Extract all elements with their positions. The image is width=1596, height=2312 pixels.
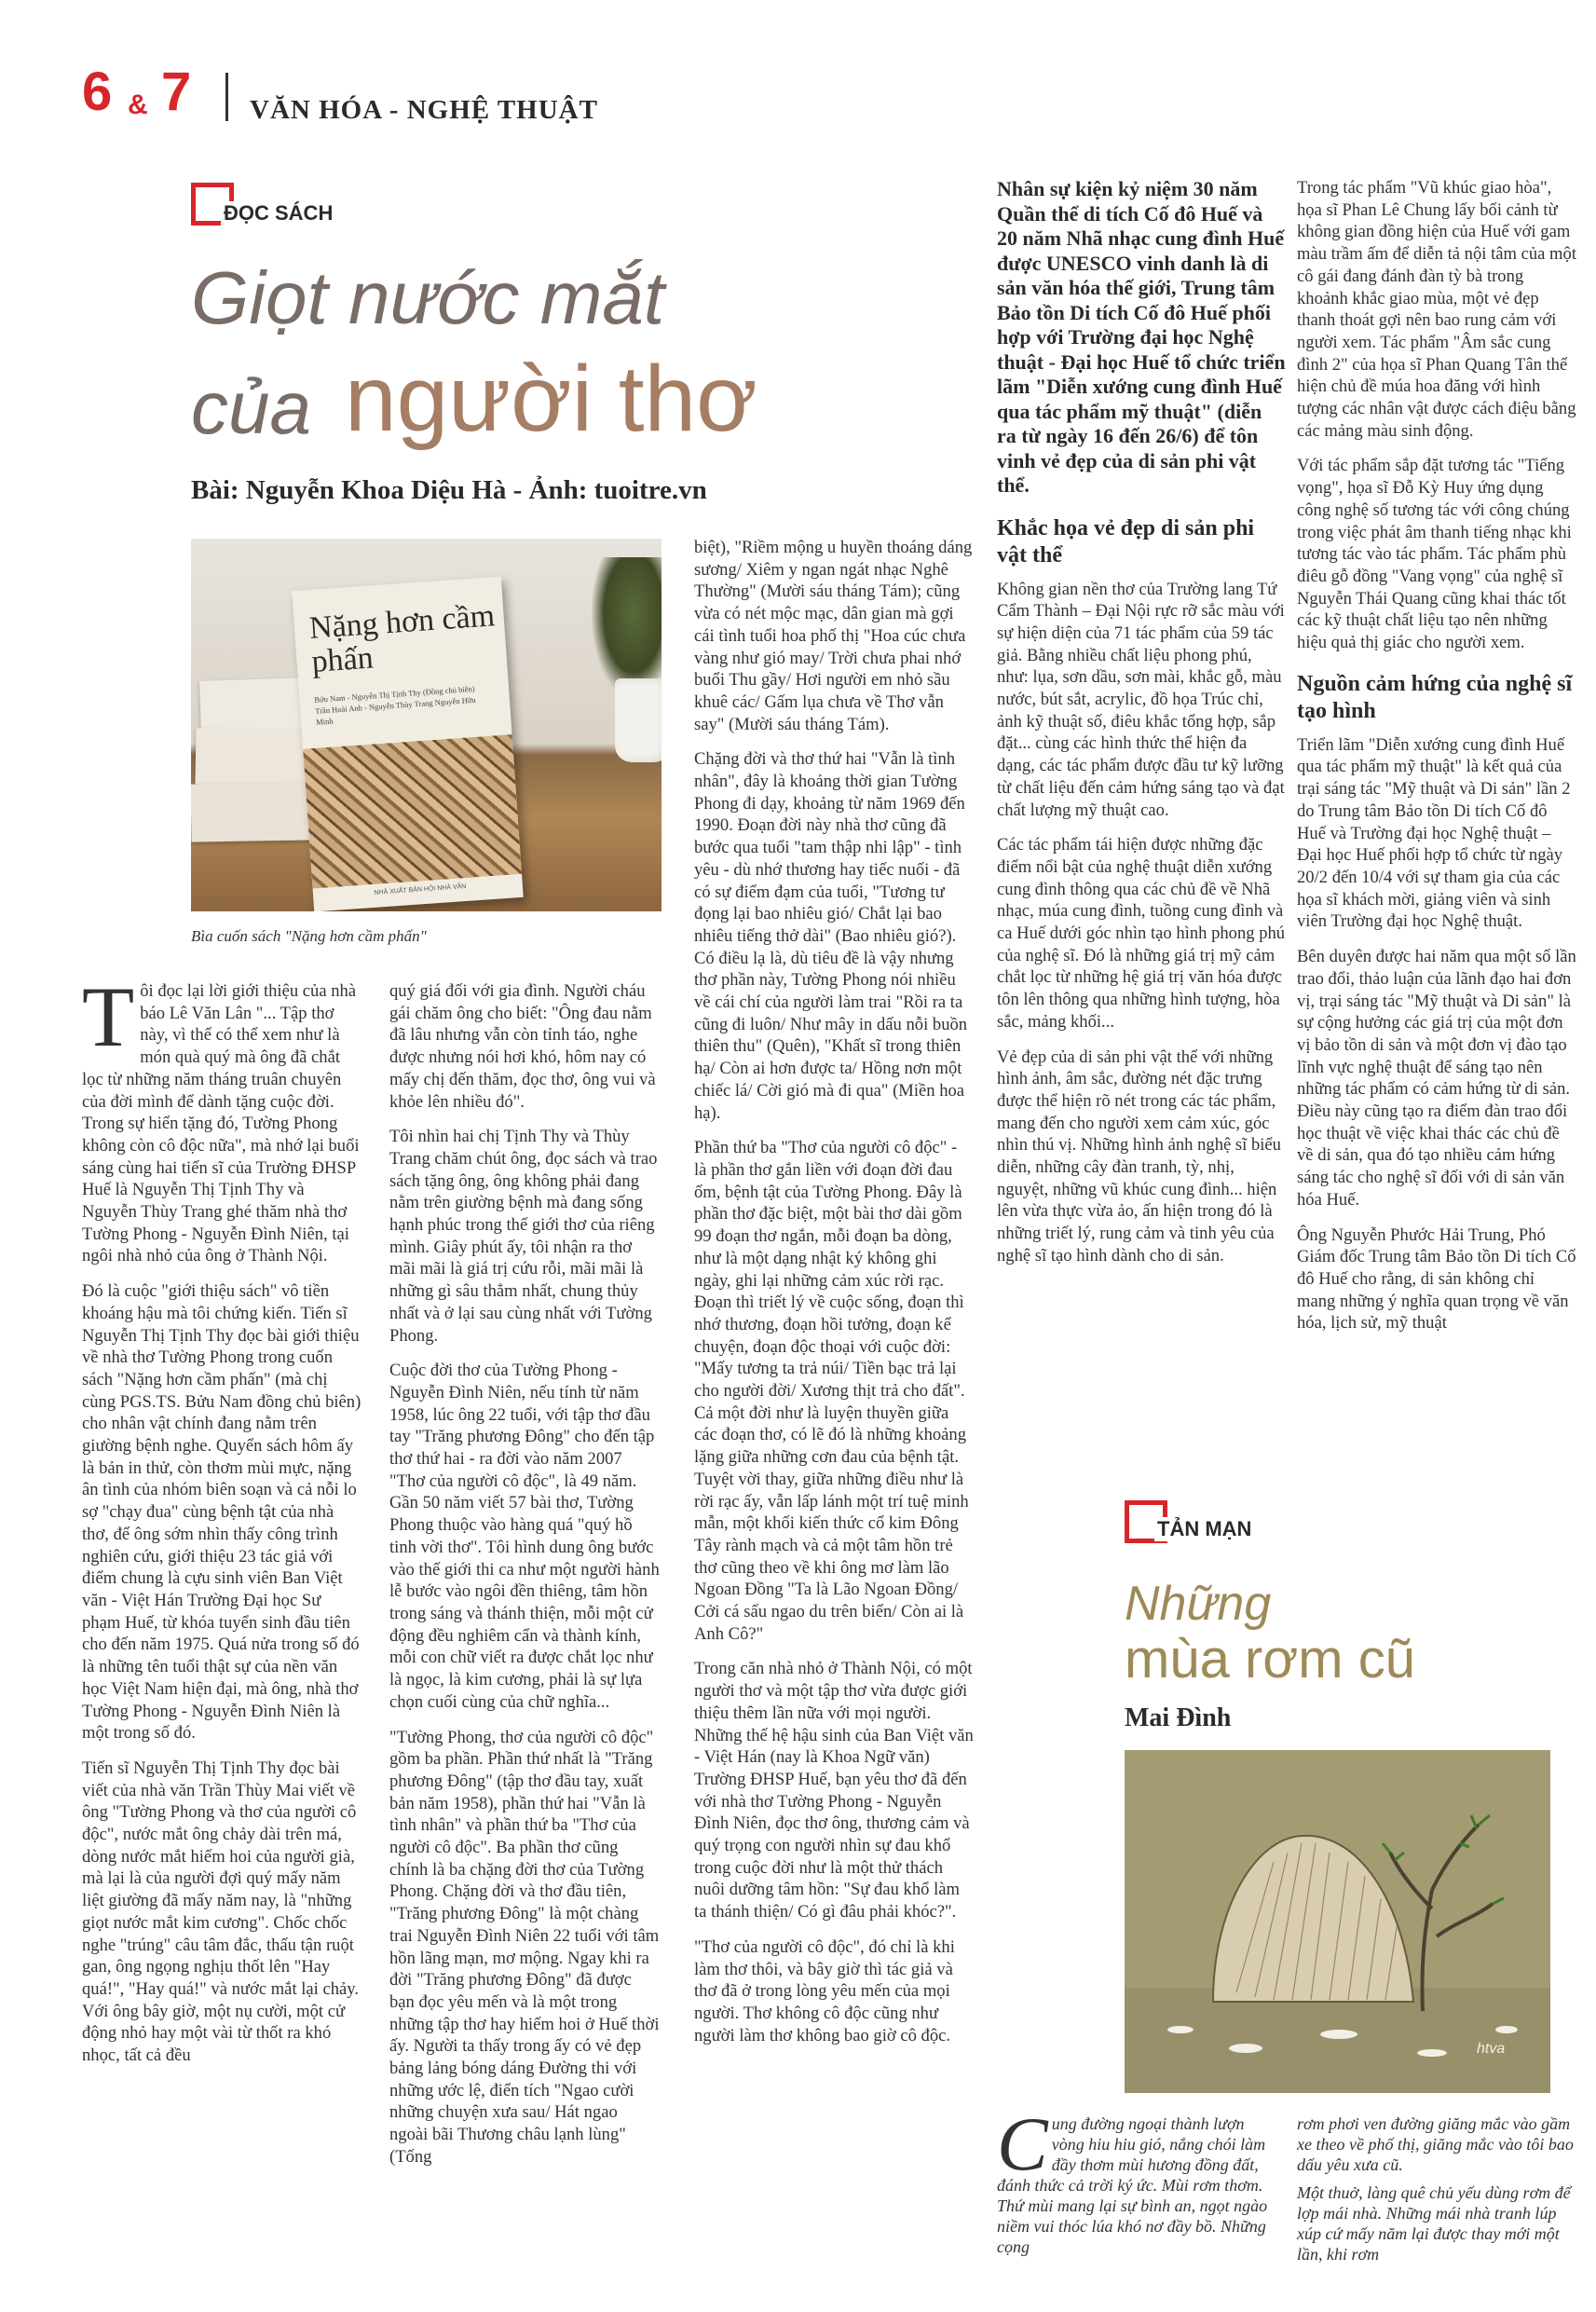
page-number-left: 6 <box>82 62 113 122</box>
book-cover-authors: Bửu Nam - Nguyễn Thị Tịnh Thy (Đồng chủ biên) Trần Hoài Anh - Nguyễn Thùy Trang Nguyễn Hữu Minh <box>314 683 476 727</box>
header-divider <box>225 73 228 121</box>
article1-column-3 <box>694 537 974 2046</box>
article-title-line2-a: của <box>191 366 311 449</box>
paragraph: Triển lãm "Diễn xướng cung đình Huế qua tác phẩm mỹ thuật" là kết quả của trại sáng tác "Mỹ thuật và Di sản" lần 2 do Trung tâm Bảo tồn Di tích Cố đô Huế và Trường đại học Nghệ thuật – Đại học Huế phối hợp tổ chức từ ngày 20/2 đến 10/4 với sự tham gia của các họa sĩ khách mời, giảng viên và sinh viên Trường đại học Nghệ thuật. <box>1297 734 1571 932</box>
book-cover-title: Nặng hơn cầm phấn <box>307 598 497 679</box>
paragraph: Một thuở, làng quê chủ yếu dùng rơm để lợp mái nhà. Những mái nhà tranh lúp xúp cứ mấy năm lại được thay mới một lần, khi rơm <box>1297 2183 1571 2264</box>
article2-column-2 <box>1297 177 1576 1334</box>
book-cover-publisher: NHÀ XUẤT BẢN HỘI NHÀ VĂN <box>374 882 467 896</box>
paragraph: Trong tác phẩm "Vũ khúc giao hòa", họa sĩ Phan Lê Chung lấy bối cảnh từ không gian đồng hiện của Huế với gam màu trầm ấm để diễn tả nội tâm của một cô gái đang đánh đàn tỳ bà trong khoảnh khắc giao mùa, một vẻ đẹp thanh thoát gợi nên bao rung cảm với người xem. Tác phẩm "Âm sắc cung đình 2" của họa sĩ Phan Quang Tân thể hiện chủ đề múa hoa đăng với hình tượng các nhân vật được cách điệu bằng các mảng màu sinh động. <box>1297 178 1576 441</box>
paragraph: Không gian nền thơ của Trường lang Tứ Cẩm Thành – Đại Nội rực rỡ sắc màu với sự hiện diện của 71 tác phẩm của 59 tác giả. Bằng nhiều chất liệu phong phú, như: lụa, sơn dầu, sơn mài, khắc gỗ, màu nước, bút sắt, acrylic, đồ họa Trúc chỉ, ảnh kỹ thuật số, điêu khắc tổng hợp, sắp đặt... cùng các hình thức thể hiện đa dạng, các tác phẩm được đầu tư kỹ lưỡng từ chất liệu đến cảm hứng sáng tạo và đạt chất lượng mỹ thuật cao. <box>997 579 1285 820</box>
drop-cap: T <box>82 969 135 1064</box>
essay-column-2 <box>1297 2114 1576 2264</box>
straw-painting <box>1125 1750 1550 2093</box>
article-title-line2-b: người thơ <box>345 347 757 451</box>
section-title: VĂN HÓA - NGHỆ THUẬT <box>250 95 598 125</box>
article1-column-2 <box>389 980 660 2168</box>
paragraph: Vẻ đẹp của di sản phi vật thể với những hình ảnh, âm sắc, đường nét đặc trưng được thể hiện rõ nét trong các tác phẩm, mang đến cho người xem cảm xúc, góc nhìn thú vị. Những hình ảnh nghệ sĩ biểu diễn, những cây đàn tranh, tỳ, nhị, nguyệt, những vũ khúc cung đình... hiện lên vừa thực vừa ảo, ấn hiện trong đó là những triết lý, rung cảm và tinh yêu của nghệ sĩ tạo hình dành cho di sản. <box>997 1047 1281 1265</box>
paragraph: Bên duyên được hai năm qua một số lần trao đổi, thảo luận của lãnh đạo hai đơn vị, trại sáng tác "Mỹ thuật và Di sản" là sự cộng hưởng các giá trị của một đơn vị bảo tồn di sản và một đơn vị đào tạo lĩnh vực nghệ thuật để sáng tạo nên những tác phẩm có cảm hứng từ di sản. Điều này cũng tạo ra điểm đàn trao đổi học thuật về việc khai thác các chủ đề về di sản, qua đó tạo nhiều cảm hứng sáng tác cho nghệ sĩ đối với di sản văn hóa Huế. <box>1297 947 1576 1210</box>
paragraph: Tôi nhìn hai chị Tịnh Thy và Thùy Trang chăm chút ông, đọc sách và trao sách tặng ông, ông không phải đang nằm trên giường bệnh mà đang sống hạnh phúc trong thế giới thơ của riêng mình. Giây phút ấy, tôi nhận ra thơ mãi mãi là giá trị cứu rỗi, mãi mãi là những gì sâu thẳm nhất, chung thủy nhất và ở lại sau cùng nhất với Tường Phong. <box>389 1127 658 1346</box>
drop-cap: C <box>997 2101 1048 2186</box>
article2-column-1 <box>997 177 1286 1267</box>
page-number-amp: & <box>128 89 148 120</box>
paragraph: Cuộc đời thơ của Tường Phong - Nguyễn Đình Niên, nếu tính từ năm 1958, lúc ông 22 tuổi, với tập thơ đầu tay "Trăng phương Đông" cho đến tập thơ thứ hai - ra đời vào năm 2007 "Thơ của người cô độc", là 49 năm. Gần 50 năm viết 57 bài thơ, Tường Phong thuộc vào hàng quá "quý hồ tinh vời thơ". Tôi hình dung ông bước vào thế giới thi ca như một người hành lễ bước vào ngôi đền thiêng, tâm hồn trong sáng và thánh thiện, mỗi một cử động đều nghiêm cẩn và thành kính, mỗi con chữ viết ra được chắt lọc như là ngọc, là kim cương, phải là sự lựa chọn cuối cùng của chữ nghĩa... <box>389 1361 660 1712</box>
painting-signature: htva <box>1477 2041 1506 2057</box>
book-cover <box>292 577 524 911</box>
essay-title-line2: mùa rơm cũ <box>1125 1629 1415 1690</box>
paragraph: biệt), "Riềm mộng u huyền thoáng dáng sương/ Xiêm y ngan ngát nhạc Nghê Thường" (Mười sáu tháng Tám); cũng vừa có nét mộc mạc, dân gian mà gợi cái tình tuổi hoa phố thị "Hoa cúc chưa vàng như gió may/ Trời chưa phai nhớ buổi Thu gầy/ Hơi người em nhỏ sầu khuê các/ Gấm lụa chưa về Thơ vẫn say" (Mười sáu tháng Tám). <box>694 538 973 734</box>
kicker-label: TẢN MẠN <box>1154 1517 1254 1541</box>
paragraph: Trong căn nhà nhỏ ở Thành Nội, có một người thơ và một tập thơ vừa được giới thiệu thêm lần nữa với mọi người. Những thế hệ hậu sinh của Ban Việt văn - Việt Hán (nay là Khoa Ngữ văn) Trường ĐHSP Huế, bạn yêu thơ đã đến với nhà thơ Tường Phong - Nguyễn Đình Niên, đọc thơ ông, thương cảm và quý trọng con người nhìn sự đau khổ trong cuộc đời như là một thử thách nuôi dưỡng tâm hồn: "Sự đau khổ làm ta thánh thiện/ Có gì đâu phải khóc?". <box>694 1659 974 1922</box>
paragraph: Phần thứ ba "Thơ của người cô độc" - là phần thơ gắn liền với đoạn đời đau ốm, bệnh tật của Tường Phong. Đây là phần thơ đặc biệt, một bài thơ dài gồm 99 đoạn thơ ngắn, mỗi đoạn ba dòng, như là một dạng nhật ký không ghi ngày, ghi lại những cảm xúc rời rạc. Đoạn thì triết lý về cuộc sống, đoạn thì nhớ thương, đoạn hồi tưởng, đoạn kể chuyện, đoạn độc thoại với cuộc đời: "Mấy tương ta trả núi/ Tiền bạc trả lại cho người đời/ Xương thịt trả cho đất". Cả một đời như là luyện thuyền giữa các đoạn thơ, có lẽ đó là những khoảng lặng giữa những cơn đau của bệnh tật. Tuyệt vời thay, giữa những điều như là rời rạc ấy, vẫn lấp lánh một trí tuệ minh mẫn, một khối kiến thức cổ kim Đông Tây rành mạch và cả một tâm hồn trẻ thơ cũng theo về khi ông mơ làm lão Ngoan Đồng "Ta là Lão Ngoan Đồng/ Cởi cá sấu ngao du trên biển/ Còn ai là Anh Cô?" <box>694 1138 969 1644</box>
kicker-doc-sach <box>191 183 433 239</box>
plant-leaves <box>592 557 662 697</box>
paragraph-text: ôi đọc lại lời giới thiệu của nhà báo Lê Văn Lân "... Tập thơ này, vì thế có thể xem như là món quà quý mà ông đã chắt lọc từ những năm tháng truân chuyên của đời mình để dành tặng cuộc đời. Trong sự hiển tặng đó, Tường Phong không còn cô độc nữa", mà nhớ lại buổi sáng cùng hai tiến sĩ của Trường ĐHSP Huế là Nguyễn Thị Tịnh Thy và Nguyễn Thùy Trang ghé thăm nhà thơ Tường Phong - Nguyễn Đình Niên, tại ngôi nhà nhỏ của ông ở Thành Nội. <box>82 981 360 1266</box>
paragraph: Tiến sĩ Nguyễn Thị Tịnh Thy đọc bài viết của nhà văn Trần Thùy Mai viết về ông "Tường Phong và thơ của người cô độc", nước mắt ông chảy dài trên má, dòng nước mắt hiếm hoi của người già, mà lại là của người đợi quý mấy năm liệt giường đã mấy năm nay, là "những giọt nước mắt kim cương". Chốc chốc nghe "trúng" câu tâm đắc, thấu tận ruột gan, ông ngọng nghịu thốt lên "Hay quá!", "Hay quá!" và nước mắt lại chảy. Với ông bây giờ, một nụ cười, một cử động nhỏ hay một vài từ thốt ra khó nhọc, tất cả đều <box>82 1758 360 2066</box>
paragraph: Đó là cuộc "giới thiệu sách" vô tiền khoáng hậu mà tôi chứng kiến. Tiến sĩ Nguyễn Thị Tịnh Thy đọc bài giới thiệu về nhà thơ Tường Phong trong cuốn sách "Nặng hơn cầm phấn" (mà chị cùng PGS.TS. Bửu Nam đồng chủ biên) cho nhân vật chính đang nằm trên giường bệnh nghe. Quyển sách hôm ấy là bản in thử, còn thơm mùi mực, nặng ân tình của nhóm biên soạn và cả nỗi lo sợ "chạy đua" cùng bệnh tật của nhà thơ, để ông sớm nhìn thấy công trình nghiên cứu, giới thiệu 23 tác giả với điểm chung là cựu sinh viên Ban Việt văn - Việt Hán Trường Đại học Sư phạm Huế, từ khóa tuyển sinh đầu tiên cho đến năm 1975. Quá nửa trong số đó là những tên tuổi thật sự của nền văn học Việt Nam hiện đại, mà ông, nhà thơ Tường Phong - Nguyễn Đình Niên là một trong số đó. <box>82 1281 361 1744</box>
paragraph: rơm phơi ven đường giăng mắc vào gầm xe theo về phố thị, giăng mắc vào tôi bao dấu yêu xưa cũ. <box>1297 2114 1574 2174</box>
book-photo <box>191 539 662 911</box>
page-number-right: 7 <box>161 62 192 122</box>
essay-title-line1: Những <box>1125 1577 1272 1631</box>
photo-caption: Bìa cuốn sách "Nặng hơn cầm phấn" <box>191 927 427 945</box>
paragraph <box>82 969 361 1267</box>
paragraph: "Thơ của người cô độc", đó chỉ là khi làm thơ thôi, và bây giờ thì tác giả và thơ đã ở trong lòng yêu mến của mọi người. Thơ không cô độc cũng như người làm thơ không bao giờ cô độc. <box>694 1936 955 2045</box>
paragraph <box>997 2101 1276 2257</box>
essay-author: Mai Đình <box>1125 1703 1232 1732</box>
paragraph: Các tác phẩm tái hiện được những đặc điểm nổi bật của nghệ thuật diễn xướng cung đình thông qua các chủ đề về Nhã nhạc, múa cung đình, tuồng cung đình và ca Huế dưới góc nhìn tạo hình phong phú của nghệ sĩ. Đó là những giá trị mỹ cảm chắt lọc từ những hệ giá trị văn hóa được tôn lên thông qua những hình tượng, hòa sắc, mảng khối... <box>997 835 1286 1032</box>
byline: Bài: Nguyễn Khoa Diệu Hà - Ảnh: tuoitre.vn <box>191 475 707 505</box>
article2-lead: Nhân sự kiện kỷ niệm 30 năm Quần thể di tích Cố đô Huế và 20 năm Nhã nhạc cung đình Huế được UNESCO vinh danh là di sản văn hóa thế giới, Trung tâm Bảo tồn Di tích Cố đô Huế phối hợp với Trường đại học Nghệ thuật - Đại học Huế tổ chức triển lãm "Diễn xướng cung đình Huế qua tác phẩm mỹ thuật" (diễn ra từ ngày 16 đến 26/6) để tôn vinh vẻ đẹp của di sản phi vật thể. <box>997 177 1286 497</box>
paragraph: Chặng đời và thơ thứ hai "Vẫn là tình nhân", đây là khoảng thời gian Tường Phong đi dạy, khoảng từ năm 1969 đến 1990. Đoạn đời này nhà thơ cũng đã bước qua tuổi "tam thập nhi lập" - tình yêu - dù nhớ thương hay tiếc nuối - đã có sự điểm đạm của tuổi, "Tương tư đọng lại bao nhiêu gió/ Chắt lại bao nhiêu tiếng thở dài" (Bao nhiêu gió?). Có điều lạ là, dù tiêu đề là vậy nhưng thơ phần này, Tường Phong nói nhiều về cái chí của người làm trai "Rồi ra ta cũng đi luôn/ Như mây in dấu nỗi buồn thiên thu" (Quên), "Khất sĩ trong thiên hạ/ Còn ai hơn được ta/ Hồng nơn một chiếc lá/ Cời gió mà đi qua" (Miền hoa hạ). <box>694 749 968 1123</box>
paragraph: "Tường Phong, thơ của người cô độc" gồm ba phần. Phần thứ nhất là "Trăng phương Đông" (tập thơ đầu tay, xuất bản năm 1958), phần thứ hai "Vẫn là tình nhân" và phần thứ ba "Thơ của người cô độc". Ba phần thơ cũng chính là ba chặng đời thơ của Tường Phong. Chặng đời và thơ đầu tiên, "Trăng phương Đông" là một chàng trai Nguyễn Đình Niên 22 tuổi với tâm hồn lãng mạn, mơ mộng. Ngay khi ra đời "Trăng phương Đông" đã được bạn đọc yêu mến và là một trong những tập thơ hay hiếm hoi ở Huế thời ấy. Người ta thấy trong ấy có vẻ đẹp bảng lảng bóng dáng Đường thi với những ước lệ, điển tích "Ngao cười những chuyện xưa sau/ Hát ngao ngoài bãi Thương châu lạnh lùng" (Tống <box>389 1727 660 2167</box>
kicker-tan-man <box>1125 1500 1330 1556</box>
essay-column-1 <box>997 2101 1276 2257</box>
plant-pot <box>615 678 662 762</box>
paragraph: Với tác phẩm sắp đặt tương tác "Tiếng vọng", họa sĩ Đỗ Kỳ Huy ứng dụng công nghệ số tương tác với công chúng trong việc phát âm thanh tiếng nhạc khi tương tác vào tác phẩm. Tác phẩm phù điêu gỗ đồng "Vang vọng" của nghệ sĩ Nguyễn Thái Quang cũng khai thác tốt các kỹ thuật chất liệu tạo nên những hiệu quả thị giác cho người xem. <box>1297 456 1572 653</box>
book-cover-pattern <box>303 734 522 888</box>
kicker-label: ĐỌC SÁCH <box>221 201 335 226</box>
paragraph: Ông Nguyễn Phước Hải Trung, Phó Giám đốc Trung tâm Bảo tồn Di tích Cố đô Huế cho rằng, di sản không chỉ mang những ý nghĩa quan trọng về văn hóa, lịch sử, mỹ thuật <box>1297 1224 1576 1334</box>
article2-subhead-2: Nguồn cảm hứng của nghệ sĩ tạo hình <box>1297 671 1573 723</box>
article1-column-1 <box>82 969 361 2067</box>
paragraph-text: ung đường ngoại thành lượn vòng hiu hiu gió, nắng chói làm đầy thơm mùi hương đồng đất, đánh thức cả trời ký ức. Mùi rơm thơm. Thứ mùi mang lại sự bình an, ngọt ngào niềm vui thóc lúa khó nơ đầy bồ. Những cọng <box>997 2114 1268 2256</box>
article2-subhead-1: Khắc họa vẻ đẹp di sản phi vật thể <box>997 515 1255 568</box>
paragraph: quý giá đối với gia đình. Người cháu gái chăm ông cho biết: "Ông đau nằm đã lâu nhưng vẫn còn tỉnh táo, nghe được nhưng nói hơi khó, hôm nay có mấy chị đến thăm, đọc thơ, ông vui và khỏe lên nhiều đó". <box>389 981 656 1112</box>
article-title-line1: Giọt nước mắt <box>191 256 665 339</box>
